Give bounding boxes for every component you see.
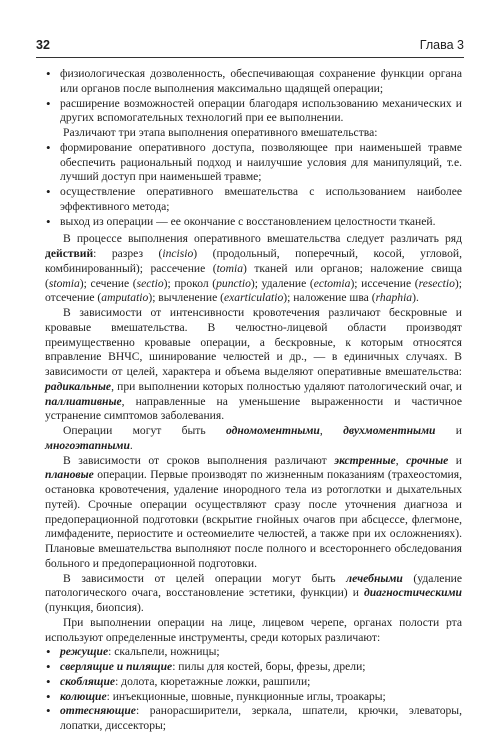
text-run: физиологическая дозволенность, обеспечивающая сохранение функции органа или органов после выполнения максимально щадящей операции; — [60, 67, 462, 95]
text-run: операции. Первые производят по жизненным показаниям (трахеостомия, остановка кровотечения, удаление инородного тела из ротоглотки и дыхательных путей). Срочные операции осуществляют сразу после уточнения диагноза и предоперационной подготовки (вскрытие гнойных очагов при абсцессе, флегмоне, лимфадените, периостите и остеомиелите челюстей, а также при их осложнениях). Плановые вмешательства выполняют после полного и всестороннего обследования больного и предоперационной подготовки. — [45, 468, 462, 570]
emphasis-text: скоблящие — [60, 674, 116, 688]
emphasis-text: диагностическими — [363, 586, 462, 600]
text-run: , при выполнении которых полностью удаляют патологический очаг, и — [111, 379, 462, 393]
emphasis-text: incisio — [162, 247, 194, 260]
text-run: : инъекционные, шовные, пункционные иглы, троакары; — [106, 689, 386, 703]
emphasis-text: оттесняющие — [60, 704, 136, 718]
page-body — [45, 67, 462, 734]
text-run: , направленные на уменьшение выраженности и частичное устранение симптомов заболевания. — [45, 394, 462, 423]
emphasis-text: одномоментными — [225, 424, 320, 437]
paragraph — [45, 232, 462, 306]
text-run: При выполнении операции на лице, лицевом черепе, органах полости рта используют определенные инструменты, среди которых различают: — [45, 615, 462, 644]
emphasis-text: двухмоментными — [343, 424, 436, 437]
text-run: ); сечение ( — [79, 276, 137, 290]
emphasis-text: stomia — [48, 276, 80, 290]
text-run: ); удаление ( — [250, 276, 314, 290]
text-run: В процессе выполнения оперативного вмешательства следует различать ряд — [63, 232, 462, 246]
text-run: (пункция, биопсия). — [45, 601, 144, 614]
text-run: : долота, кюретажные ложки, рашпили; — [115, 674, 311, 688]
text-run: и — [435, 424, 462, 437]
bullet-item — [45, 141, 462, 185]
paragraph — [45, 424, 462, 454]
text-run: и — [448, 453, 462, 467]
emphasis-text: паллиативные — [45, 394, 122, 408]
text-run: осуществление оперативного вмешательства с использованием наиболее эффективного метода; — [60, 185, 462, 213]
bullet-item — [45, 675, 462, 690]
text-run: ); иссечение ( — [350, 276, 419, 290]
text-run: ); отсечение ( — [45, 276, 462, 305]
emphasis-text: tomia — [216, 261, 243, 275]
emphasis-text: exarticulatio — [224, 291, 284, 305]
bullet-item — [45, 690, 462, 705]
text-run: ) тканей или органов; наложение свища ( — [45, 261, 462, 290]
text-run: : пилы для костей, боры, фрезы, дрели; — [172, 660, 366, 673]
emphasis-text: плановые — [45, 468, 94, 482]
emphasis-text: rhaphia — [375, 291, 413, 305]
emphasis-text: sectio — [136, 276, 164, 290]
emphasis-text: режущие — [60, 645, 109, 659]
paragraph — [45, 126, 462, 141]
text-run: : ранорасширители, зеркала, шпатели, крючки, элеваторы, лопатки, диссекторы; — [60, 704, 462, 732]
emphasis-text: ectomia — [313, 276, 351, 290]
paragraph — [45, 572, 462, 616]
text-run: формирование оперативного доступа, позволяющее при наименьшей травме обеспечить рациональный подход и наилучшие условия для манипуляций, т.е. лучший доступ при наименьшей травме; — [60, 140, 462, 184]
text-run: : разрез ( — [93, 247, 163, 260]
paragraph — [45, 616, 462, 646]
emphasis-text: сверлящие и пилящие — [60, 660, 173, 673]
emphasis-text: многоэтапными — [45, 438, 130, 452]
emphasis-text: лечебными — [346, 571, 403, 585]
emphasis-text: действий — [45, 247, 94, 260]
text-run: В зависимости от сроков выполнения различают — [63, 453, 335, 467]
text-run: (удаление патологического очага, восстановление эстетики, функции) и — [45, 571, 462, 600]
text-run: расширение возможностей операции благодаря использованию механических и других вспомогательных технологий при ее выполнении. — [60, 96, 462, 125]
bullet-item — [45, 215, 462, 230]
bullet-item — [45, 97, 462, 127]
text-run: ). — [412, 291, 419, 305]
emphasis-text: punctio — [216, 276, 251, 290]
emphasis-text: resectio — [418, 276, 455, 290]
bullet-item — [45, 185, 462, 215]
text-run: ); прокол ( — [163, 276, 217, 290]
paragraph — [45, 306, 462, 424]
text-run: В зависимости от интенсивности кровотечения различают бескровные и кровавые вмешательства. В челюстно-лицевой области производят преимущественно кровавые операции, а бескровные, к которым относятся вправление ВНЧС, шинирование челюстей и др., — в единичных случаях. В зависимости от целей, характера и объема выделяют оперативные вмешательства: — [45, 306, 462, 378]
emphasis-text: amputatio — [101, 291, 149, 305]
running-header — [36, 35, 464, 58]
text-run: : скальпели, ножницы; — [108, 645, 220, 659]
emphasis-text: колющие — [60, 689, 107, 703]
text-run: . — [129, 438, 133, 452]
text-run: , — [319, 424, 344, 437]
text-run: Операции могут быть — [63, 424, 226, 437]
text-run: В зависимости от целей операции могут быть — [63, 571, 347, 585]
bullet-item — [45, 645, 462, 660]
text-run: ); наложение шва ( — [283, 291, 376, 305]
page-number: 32 — [36, 38, 50, 52]
text-run: ); вычленение ( — [148, 291, 224, 305]
text-run: Различают три этапа выполнения оперативного вмешательства: — [63, 126, 378, 139]
emphasis-text: экстренные — [334, 453, 396, 467]
text-run: ) (продольный, поперечный, косой, угловой, комбинированный); рассечение ( — [45, 247, 462, 275]
emphasis-text: радикальные — [45, 379, 112, 393]
bullet-item — [45, 660, 462, 675]
bullet-item — [45, 704, 462, 734]
bullet-item — [45, 67, 462, 97]
text-run: , — [395, 453, 407, 467]
emphasis-text: срочные — [406, 453, 449, 467]
text-run: выход из операции — ее окончание с восстановлением целостности тканей. — [60, 214, 436, 228]
chapter-title: Глава 3 — [419, 38, 464, 52]
paragraph — [45, 454, 462, 572]
